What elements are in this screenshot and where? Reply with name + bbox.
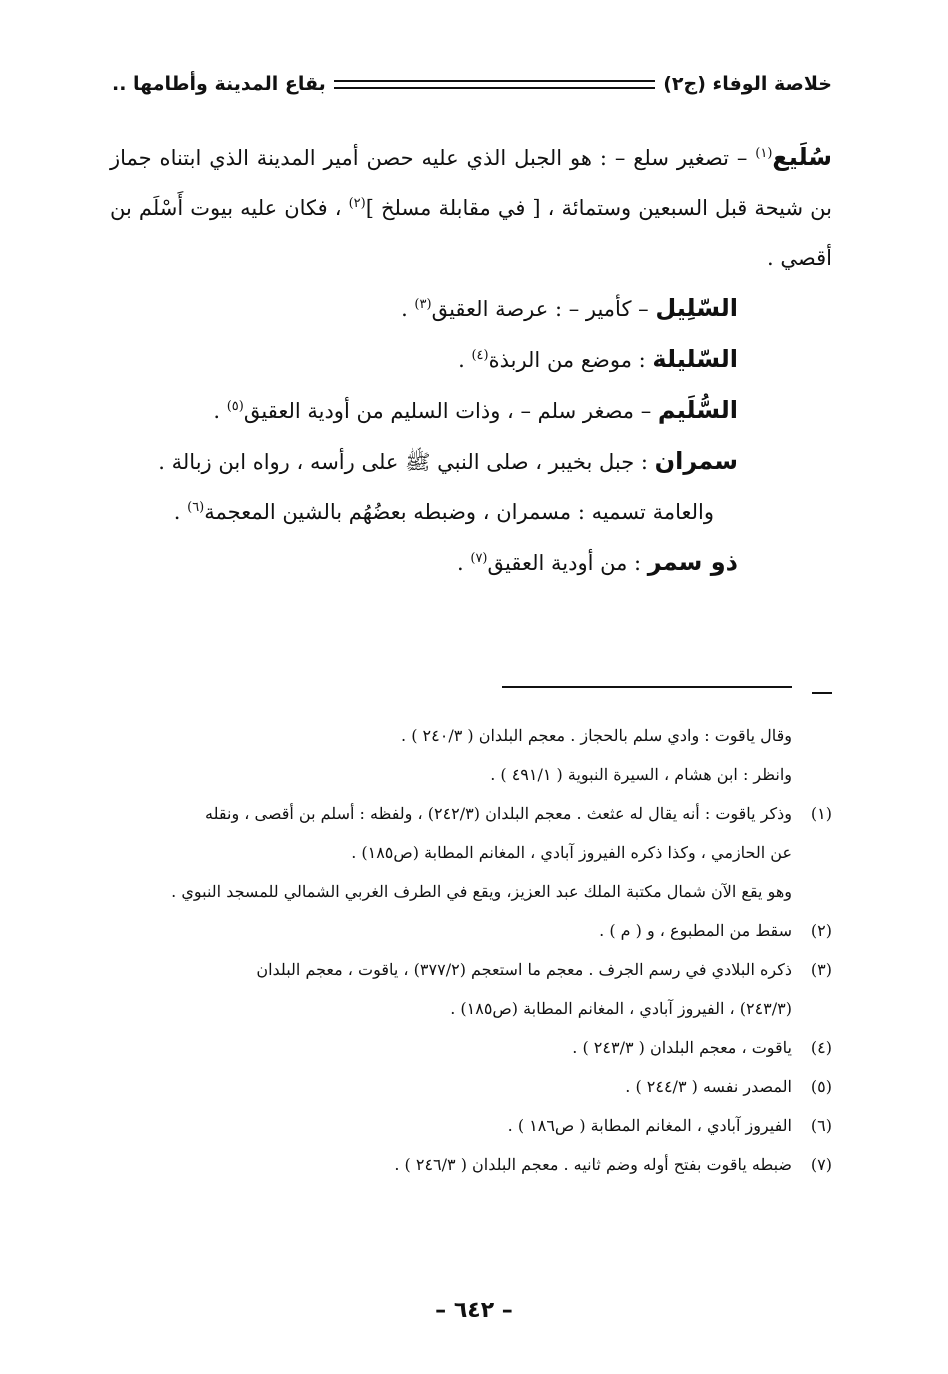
- footnote-separator: [502, 686, 832, 698]
- headword: سمران: [654, 447, 738, 475]
- entry-sulay: [110, 132, 832, 283]
- footnote-1: [110, 794, 832, 833]
- headword: السّلِيل: [655, 294, 738, 322]
- footnote-line: [110, 716, 832, 755]
- footnote-text: ياقوت ، معجم البلدان ( ٢٤٣/٣ ) .: [572, 1038, 792, 1057]
- entry-text: والعامة تسميه : مسمران ، وضبطه بعضُهُم بالشين المعجمة: [204, 500, 714, 524]
- header-book-title: خلاصة الوفاء (ج٢): [663, 73, 832, 95]
- footnote-text: ذكره البلادي في رسم الجرف . معجم ما استعجم (٣٧٧/٢) ، ياقوت ، معجم البلدان: [256, 960, 792, 979]
- footnote-text: (٢٤٣/٣) ، الفيروز آبادي ، المغانم المطابة (ص١٨٥) .: [450, 999, 792, 1018]
- footnote-4: [110, 1028, 832, 1067]
- entry-text: : موضع من الربذة: [488, 348, 653, 372]
- entry-salila: [110, 334, 832, 385]
- footnote-text: ضبطه ياقوت بفتح أوله وضم ثانيه . معجم البلدان ( ٢٤٦/٣ ) .: [394, 1155, 792, 1174]
- main-text: [110, 132, 832, 588]
- header-rule: [334, 80, 655, 89]
- footnote-ref[interactable]: (٧): [470, 551, 488, 566]
- entry-sulaym: [110, 385, 832, 436]
- footnote-number: (٤): [810, 1038, 832, 1057]
- footnote-ref[interactable]: (٥): [226, 399, 244, 414]
- entry-text: : من أودية العقيق: [487, 551, 648, 575]
- running-header: [112, 66, 832, 102]
- footnote-6: [110, 1106, 832, 1145]
- header-section-title: بقاع المدينة وأطامها ..: [112, 73, 326, 95]
- headword: سُلَيع: [772, 143, 832, 171]
- footnote-text: الفيروز آبادي ، المغانم المطابة ( ص١٨٦ ) .: [507, 1116, 792, 1135]
- entry-tail: .: [401, 297, 415, 321]
- footnote-7: [110, 1145, 832, 1184]
- footnote-text: وانظر : ابن هشام ، السيرة النبوية ( ٤٩١/١ ) .: [490, 765, 792, 784]
- entry-tail: .: [458, 348, 472, 372]
- footnote-dash: [812, 692, 832, 694]
- footnote-number: (٦): [810, 1116, 832, 1135]
- footnote-ref[interactable]: (٦): [187, 500, 205, 515]
- footnote-text: وهو يقع الآن شمال مكتبة الملك عبد العزيز، ويقع في الطرف الغربي الشمالي للمسجد النبوي .: [171, 882, 792, 901]
- footnote-5: [110, 1067, 832, 1106]
- entry-salil: [110, 283, 832, 334]
- footnote-line: [110, 833, 832, 872]
- page-number: – ٦٤٢ –: [435, 1298, 513, 1323]
- entry-dhu-samur: [110, 537, 832, 588]
- footnote-line: [110, 755, 832, 794]
- entry-tail: .: [173, 500, 188, 524]
- entry-tail: .: [457, 551, 471, 575]
- entry-text: – تصغير سلع – : هو الجبل الذي عليه حصن أمير المدينة الذي ابتناه جماز بن شيحة قبل السبعين وستمائة ، [ في مقابلة مسلخ ]: [110, 146, 832, 220]
- footnote-line: [110, 989, 832, 1028]
- headword: السُّلَيم: [657, 396, 738, 424]
- footnote-ref[interactable]: (٤): [471, 348, 489, 363]
- entry-text: – كأمير – : عرصة العقيق: [431, 297, 656, 321]
- footnote-3: [110, 950, 832, 989]
- entry-text: – مصغر سلم – ، وذات السليم من أودية العقيق: [243, 399, 658, 423]
- footnote-ref[interactable]: (٢): [348, 196, 366, 211]
- footnote-number: (٥): [810, 1077, 832, 1096]
- footnote-text: سقط من المطبوع ، و ( م ) .: [599, 921, 792, 940]
- entry-samran: [110, 436, 832, 487]
- footnote-ref[interactable]: (٣): [414, 297, 432, 312]
- headword: السّليلة: [652, 345, 738, 373]
- entry-samran-cont: [110, 487, 832, 537]
- footnote-number: (٧): [810, 1155, 832, 1174]
- footnote-text: وقال ياقوت : وادي سلم بالحجاز . معجم البلدان ( ٢٤٠/٣ ) .: [401, 726, 792, 745]
- footnote-number: (٣): [810, 960, 832, 979]
- footnotes: [110, 716, 832, 1184]
- entry-text: : جبل بخيبر ، صلى النبي ﷺ على رأسه ، رواه ابن زبالة .: [158, 450, 655, 474]
- footnote-2: [110, 911, 832, 950]
- entry-tail: .: [213, 399, 227, 423]
- headword: ذو سمر: [647, 548, 738, 576]
- entry-text: ، فكان عليه بيوت أَسْلَم بن أقصي .: [110, 196, 832, 270]
- footnote-text: المصدر نفسه ( ٢٤٤/٣ ) .: [625, 1077, 792, 1096]
- footnote-ref[interactable]: (١): [755, 146, 773, 161]
- footnote-text: عن الحازمي ، وكذا ذكره الفيروز آبادي ، المغانم المطابة (ص١٨٥) .: [351, 843, 792, 862]
- footnote-text: وذكر ياقوت : أنه يقال له عثعث . معجم البلدان (٢٤٢/٣) ، ولفظه : أسلم بن أقصى ، ونقله: [205, 804, 792, 823]
- footnote-rule: [502, 686, 792, 688]
- footnote-line: [110, 872, 832, 911]
- footnote-number: (٢): [810, 921, 832, 940]
- footnote-number: (١): [810, 804, 832, 823]
